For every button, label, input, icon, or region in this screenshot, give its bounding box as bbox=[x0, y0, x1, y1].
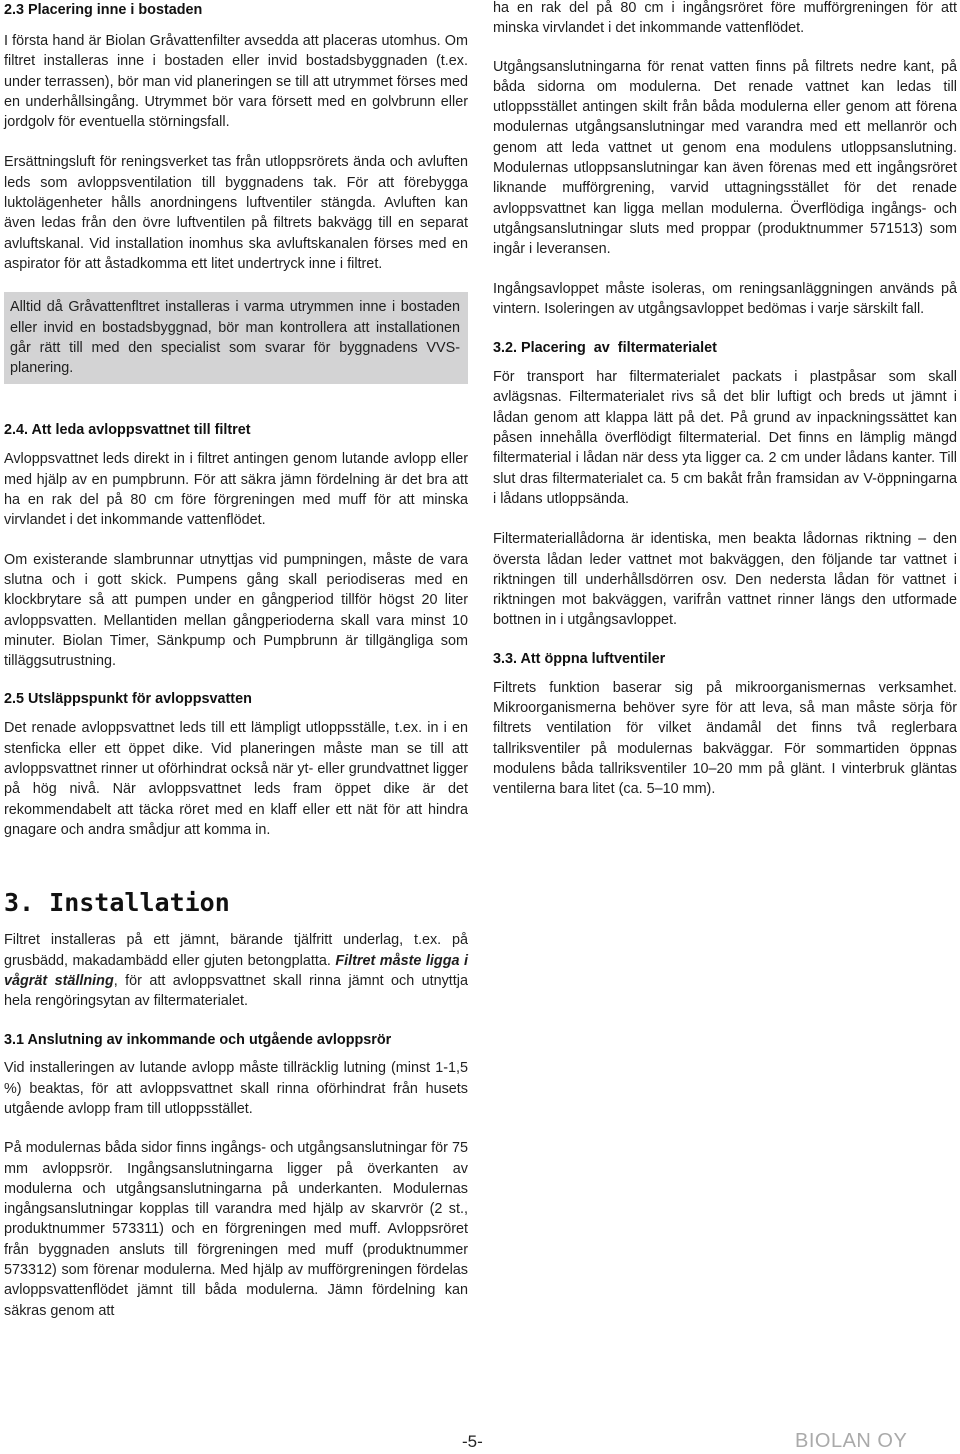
section-3-3-heading: 3.3. Att öppna luftventiler bbox=[493, 650, 666, 667]
section-3-2-paragraph-1: För transport har filtermaterialet packats i plastpåsar som skall avlägsnas. Filtermaterialet rivs så det blir luftigt och breds ut jämnt i lådan genom att klappa lätt på det. På grund av inpackningssättet kan påsen innehålla överflödigt filtermaterial. Det finns en lämplig mängd filtermaterial i lådan när dess yta ligger ca. 2 cm under lådans kanter. Till slut dras filtermaterialet ca. 5 cm bakåt från framsidan av V-öppningarna i lådans utloppsända. bbox=[493, 369, 957, 507]
section-3-paragraph-1 bbox=[4, 930, 468, 1011]
section-2-4-paragraph-1: Avloppsvattnet leds direkt in i filtret antingen genom lutande avlopp eller med hjälp av en pumpbrunn. För att säkra jämn fördelning är det bra att ha en rak del på 80 cm före förgreningen med muff för att minska virvlandet i det inkommande vattenflödet. bbox=[4, 451, 468, 529]
section-2-3-heading: 2.3 Placering inne i bostaden bbox=[4, 2, 203, 18]
continued-paragraph: ha en rak del på 80 cm i ingångsröret före mufförgreningen för att minska virvlandet i det inkommande vattenflödet. bbox=[493, 0, 957, 37]
section-2-4-paragraph-2: Om existerande slambrunnar utnyttjas vid pumpningen, måste de vara slutna och i gott skick. Pumpens gång skall periodiseras med en klockbrytare så att pumpen under en gångperiod tillför högst 20 liter avloppsvatten. Mellantiden mellan gångperioderna skall vara minst 10 minuter. Biolan Timer, Sänkpump och Pumpbrunn är tillgängliga som tilläggsutrustning. bbox=[4, 551, 468, 670]
section-3-text-a: Filtret installeras på ett jämnt, bärande tjälfritt underlag, t.ex. på grusbädd, makadambädd eller gjuten betongplatta. bbox=[4, 932, 468, 969]
left-column bbox=[4, 0, 468, 1321]
section-3-2-paragraph-2: Filtermateriallådorna är identiska, men beakta lådornas riktning – den översta lådan leder vattnet mot bakväggen, den följande tar vattnet i riktningen till underhållsdörren osv. Den nedersta lådan för vattnet i riktningen mot bakväggen, varifrån vattnet rinner längs den utformade bottnen in i utgångsavloppet. bbox=[493, 531, 957, 629]
insulation-paragraph: Ingångsavloppet måste isoleras, om reningsanläggningen används på vintern. Isoleringen av utgångsavloppet bedömas i varje särskilt fall. bbox=[493, 280, 957, 317]
section-2-3-paragraph-1: I första hand är Biolan Gråvattenfilter avsedda att placeras utomhus. Om filtret installeras inne i bostaden eller invid bostadsbyggnaden (t.ex. under terrassen), bör man vid planeringen se till att utrymmet förses med en underhållsingång. Utrymmet bör vara försett med en golvbrunn eller jordgolv för eventuella störningsfall. bbox=[4, 33, 468, 131]
section-3-3-paragraph-1: Filtrets funktion baserar sig på mikroorganismernas verksamhet. Mikroorganismerna behöver syre för att leva, så man måste sörja för filtrets ventilation för vilket ändamål det finns två reglerbara tallriksventiler på modulernas bakväggar. För sommartiden öppnas modulens båda tallriksventiler 10–20 mm på glänt. I vinterbruk gläntas ventilerna bara litet (ca. 5–10 mm). bbox=[493, 679, 957, 798]
section-2-5-paragraph-1: Det renade avloppsvattnet leds till ett lämpligt utloppsställe, t.ex. in i en stenficka eller ett öppet dike. Vid planeringen måste man se till att avloppsvattnet rinner ut oförhindrat också när yt- eller grundvattnet ligger på hög nivå. När avloppsvattnet leds fram öppet dike är det rekommendabelt att täcka röret med en klaff eller ett nät för att hindra gnagare och andra smådjur att komma in. bbox=[4, 720, 468, 838]
section-3-1-paragraph-1: Vid installeringen av lutande avlopp måste tillräcklig lutning (minst 1-1,5 %) beaktas, för att avloppsvattnet skall rinna oförhindrat från husets utgående avlopp fram till utloppsstället. bbox=[4, 1060, 468, 1117]
section-2-3-paragraph-2: Ersättningsluft för reningsverket tas från utloppsrörets ända och avluften leds som avloppsventilation till byggnadens tak. För att förebygga luktolägenheter hålls anordningens luftventiler stängda. Avluften kan även ledas från den övre luftventilen på filtrets bakvägg till en separat avluftskanal. Vid installation inomhus ska avluftskanalen förses med en aspirator för att åstadkomma ett litet undertryck inne i filtret. bbox=[4, 154, 468, 272]
section-3-1-heading: 3.1 Anslutning av inkommande och utgående avloppsrör bbox=[4, 1032, 392, 1049]
outlet-paragraph: Utgångsanslutningarna för renat vatten finns på filtrets nedre kant, på båda sidorna om modulerna. Det renade vattnet kan ledas till utloppsstället antingen skilt från båda modulerna eller genom att förena modulernas utgångsanslutningar med varandra med ett mellanrör och genom att leda vattnet ut genom ena modulens utloppsanslutning. Modulernas utloppsanslutningar kan även förenas med ett ingångsröret liknande mufförgrening, varvid uttagningsstället för det renade avloppsvattnet kan ligga mellan modulerna. Överflödiga ingångs- och utgångsanslutningar sluts med proppar (produktnummer 571513) som ingår i leveransen. bbox=[493, 58, 957, 258]
right-column bbox=[493, 0, 957, 800]
section-3-1-paragraph-2: På modulernas båda sidor finns ingångs- och utgångsanslutningar för 75 mm avloppsrör. Ingångsanslutningarna ligger på överkanten av modulerna och utgångsanslutningarna på underkanten. Modulernas ingångsanslutningar kopplas till varandra med hjälp av skarvrör (2 st., produktnummer 573311) och en förgreningen med muff. Avloppsröret från byggnaden ansluts till förgreningen med muff (produktnummer 573312) som förenar modulerna. Med hjälp av mufförgreningen fördelas avloppsvattenflödet jämnt till båda modulerna. Jämn fördelning kan säkras genom att bbox=[4, 1140, 468, 1319]
section-2-4-heading: 2.4. Att leda avloppsvattnet till filtret bbox=[4, 422, 251, 439]
brand-footer: BIOLAN OY bbox=[795, 1430, 908, 1452]
section-3-text-b: , för att avloppsvattnet skall rinna jämnt och utnyttja hela rengöringsytan av filtermaterialet. bbox=[4, 972, 469, 1010]
section-3-heading: 3. Installation bbox=[4, 888, 230, 918]
section-3-emphasis: Filtret måste ligga i vågrät ställning bbox=[4, 952, 468, 989]
section-3-2-heading: 3.2. Placering av filtermaterialet bbox=[493, 340, 717, 357]
page-number: -5- bbox=[462, 1432, 483, 1451]
section-2-5-heading: 2.5 Utsläppspunkt för avloppsvatten bbox=[4, 691, 252, 708]
info-callout-box bbox=[4, 292, 468, 384]
callout-text: Alltid då Gråvattenfltret installeras i varma utrymmen inne i bostaden eller invid en bostadsbyggnad, bör man kontrollera att installationen går rätt till med den specialist som svarar för byggnadens VVS-planering. bbox=[10, 299, 460, 377]
